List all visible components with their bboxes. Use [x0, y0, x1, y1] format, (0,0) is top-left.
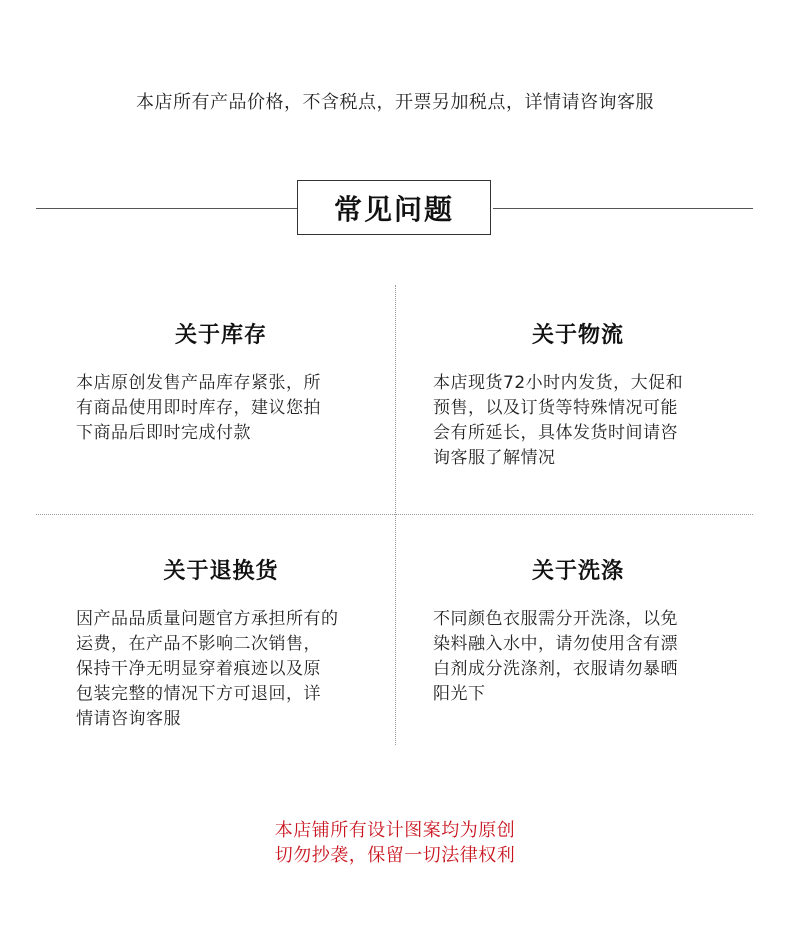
- faq-card-line: 运费，在产品不影响二次销售，: [76, 634, 321, 654]
- faq-card-logistics: [433, 318, 723, 471]
- faq-card-line: 预售，以及订货等特殊情况可能: [433, 398, 678, 418]
- faq-card-returns: [76, 554, 366, 732]
- faq-card-line: 染料融入水中，请勿使用含有漂: [433, 634, 678, 654]
- faq-card-body: [76, 371, 366, 446]
- faq-card-line: 有商品使用即时库存，建议您拍: [76, 398, 321, 418]
- faq-vertical-divider: [395, 285, 396, 745]
- price-notice: 本店所有产品价格，不含税点，开票另加税点，详情请咨询客服: [136, 92, 654, 113]
- faq-card-body: [433, 607, 723, 707]
- faq-card-title: 关于物流: [531, 323, 624, 348]
- faq-card-title: 关于洗涤: [531, 559, 624, 584]
- faq-card-line: 本店现货72小时内发货，大促和: [433, 373, 684, 393]
- faq-card-line: 下商品后即时完成付款: [76, 423, 251, 443]
- faq-title-left-rule: [36, 208, 298, 209]
- faq-card-line: 情请咨询客服: [76, 709, 181, 729]
- faq-card-title: 关于退换货: [163, 559, 279, 584]
- faq-card-line: 白剂成分洗涤剂，衣服请勿暴晒: [433, 659, 678, 679]
- faq-title-right-rule: [493, 208, 753, 209]
- faq-card-line: 包装完整的情况下方可退回，详: [76, 684, 321, 704]
- faq-card-body: [433, 371, 723, 471]
- copyright-line: 切勿抄袭，保留一切法律权利: [274, 845, 516, 866]
- faq-card-title: 关于库存: [174, 323, 267, 348]
- faq-card-line: 保持干净无明显穿着痕迹以及原: [76, 659, 321, 679]
- faq-card-inventory: [76, 318, 366, 446]
- faq-card-washing: [433, 554, 723, 707]
- faq-title: 常见问题: [297, 180, 491, 235]
- faq-card-line: 阳光下: [433, 684, 486, 704]
- faq-card-line: 会有所延长，具体发货时间请咨: [433, 423, 678, 443]
- faq-card-line: 询客服了解情况: [433, 448, 556, 468]
- copyright-notice: [0, 818, 790, 868]
- faq-card-line: 因产品品质量问题官方承担所有的: [76, 609, 339, 629]
- faq-card-line: 不同颜色衣服需分开洗涤，以免: [433, 609, 678, 629]
- copyright-line: 本店铺所有设计图案均为原创: [274, 820, 516, 841]
- faq-horizontal-divider: [36, 514, 753, 515]
- faq-card-line: 本店原创发售产品库存紧张，所: [76, 373, 321, 393]
- faq-card-body: [76, 607, 366, 732]
